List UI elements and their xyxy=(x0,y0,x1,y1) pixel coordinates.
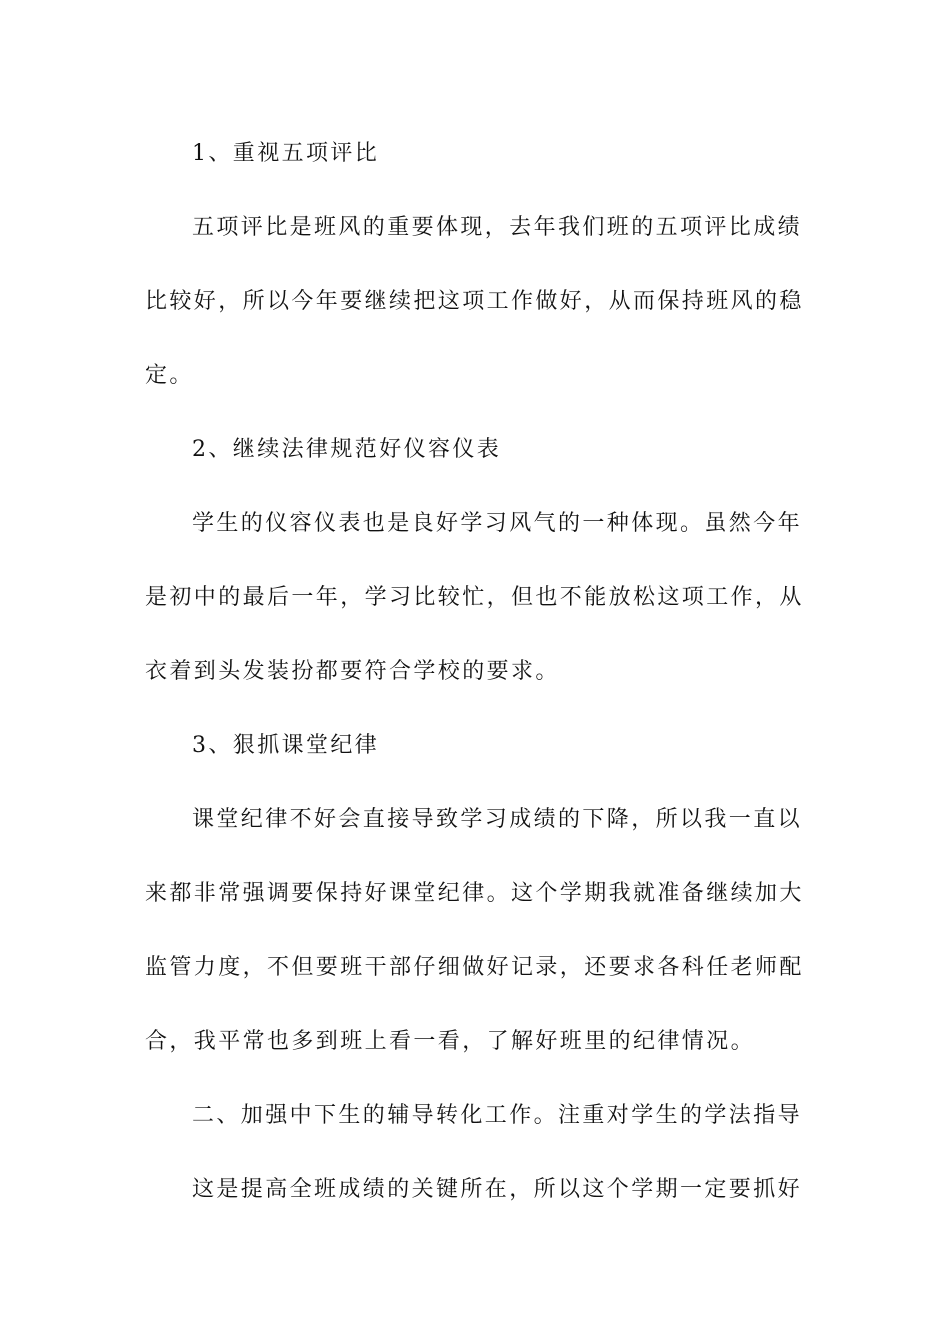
paragraph-line: 定。 xyxy=(145,363,194,388)
section-heading-1: 1、重视五项评比 xyxy=(192,141,380,166)
paragraph-line: 学生的仪容仪表也是良好学习风气的一种体现。虽然今年 xyxy=(192,511,803,536)
paragraph-line: 这是提高全班成绩的关键所在，所以这个学期一定要抓好 xyxy=(192,1177,803,1202)
spacer xyxy=(145,254,805,275)
spacer xyxy=(145,920,805,941)
paragraph-line: 衣着到头发装扮都要符合学校的要求。 xyxy=(145,659,560,684)
spacer xyxy=(145,846,805,867)
paragraph-line: 五项评比是班风的重要体现，去年我们班的五项评比成绩 xyxy=(192,215,803,240)
section-heading-4: 二、加强中下生的辅导转化工作。注重对学生的学法指导 xyxy=(192,1103,803,1128)
document-body xyxy=(145,127,805,1216)
spacer xyxy=(145,772,805,793)
spacer xyxy=(145,180,805,201)
spacer xyxy=(145,328,805,349)
spacer xyxy=(145,550,805,571)
spacer xyxy=(145,476,805,497)
spacer xyxy=(145,402,805,423)
section-heading-2: 2、继续法律规范好仪容仪表 xyxy=(192,437,502,462)
paragraph-line: 课堂纪律不好会直接导致学习成绩的下降，所以我一直以 xyxy=(192,807,803,832)
spacer xyxy=(145,994,805,1015)
paragraph-line: 来都非常强调要保持好课堂纪律。这个学期我就准备继续加大 xyxy=(145,881,804,906)
paragraph-line: 比较好，所以今年要继续把这项工作做好，从而保持班风的稳 xyxy=(145,289,804,314)
spacer xyxy=(145,624,805,645)
paragraph-line: 监管力度，不但要班干部仔细做好记录，还要求各科任老师配 xyxy=(145,955,804,980)
spacer xyxy=(145,698,805,719)
spacer xyxy=(145,1068,805,1089)
paragraph-line: 是初中的最后一年，学习比较忙，但也不能放松这项工作，从 xyxy=(145,585,804,610)
section-heading-3: 3、狠抓课堂纪律 xyxy=(192,733,380,758)
paragraph-line: 合，我平常也多到班上看一看，了解好班里的纪律情况。 xyxy=(145,1029,756,1054)
spacer xyxy=(145,1142,805,1163)
